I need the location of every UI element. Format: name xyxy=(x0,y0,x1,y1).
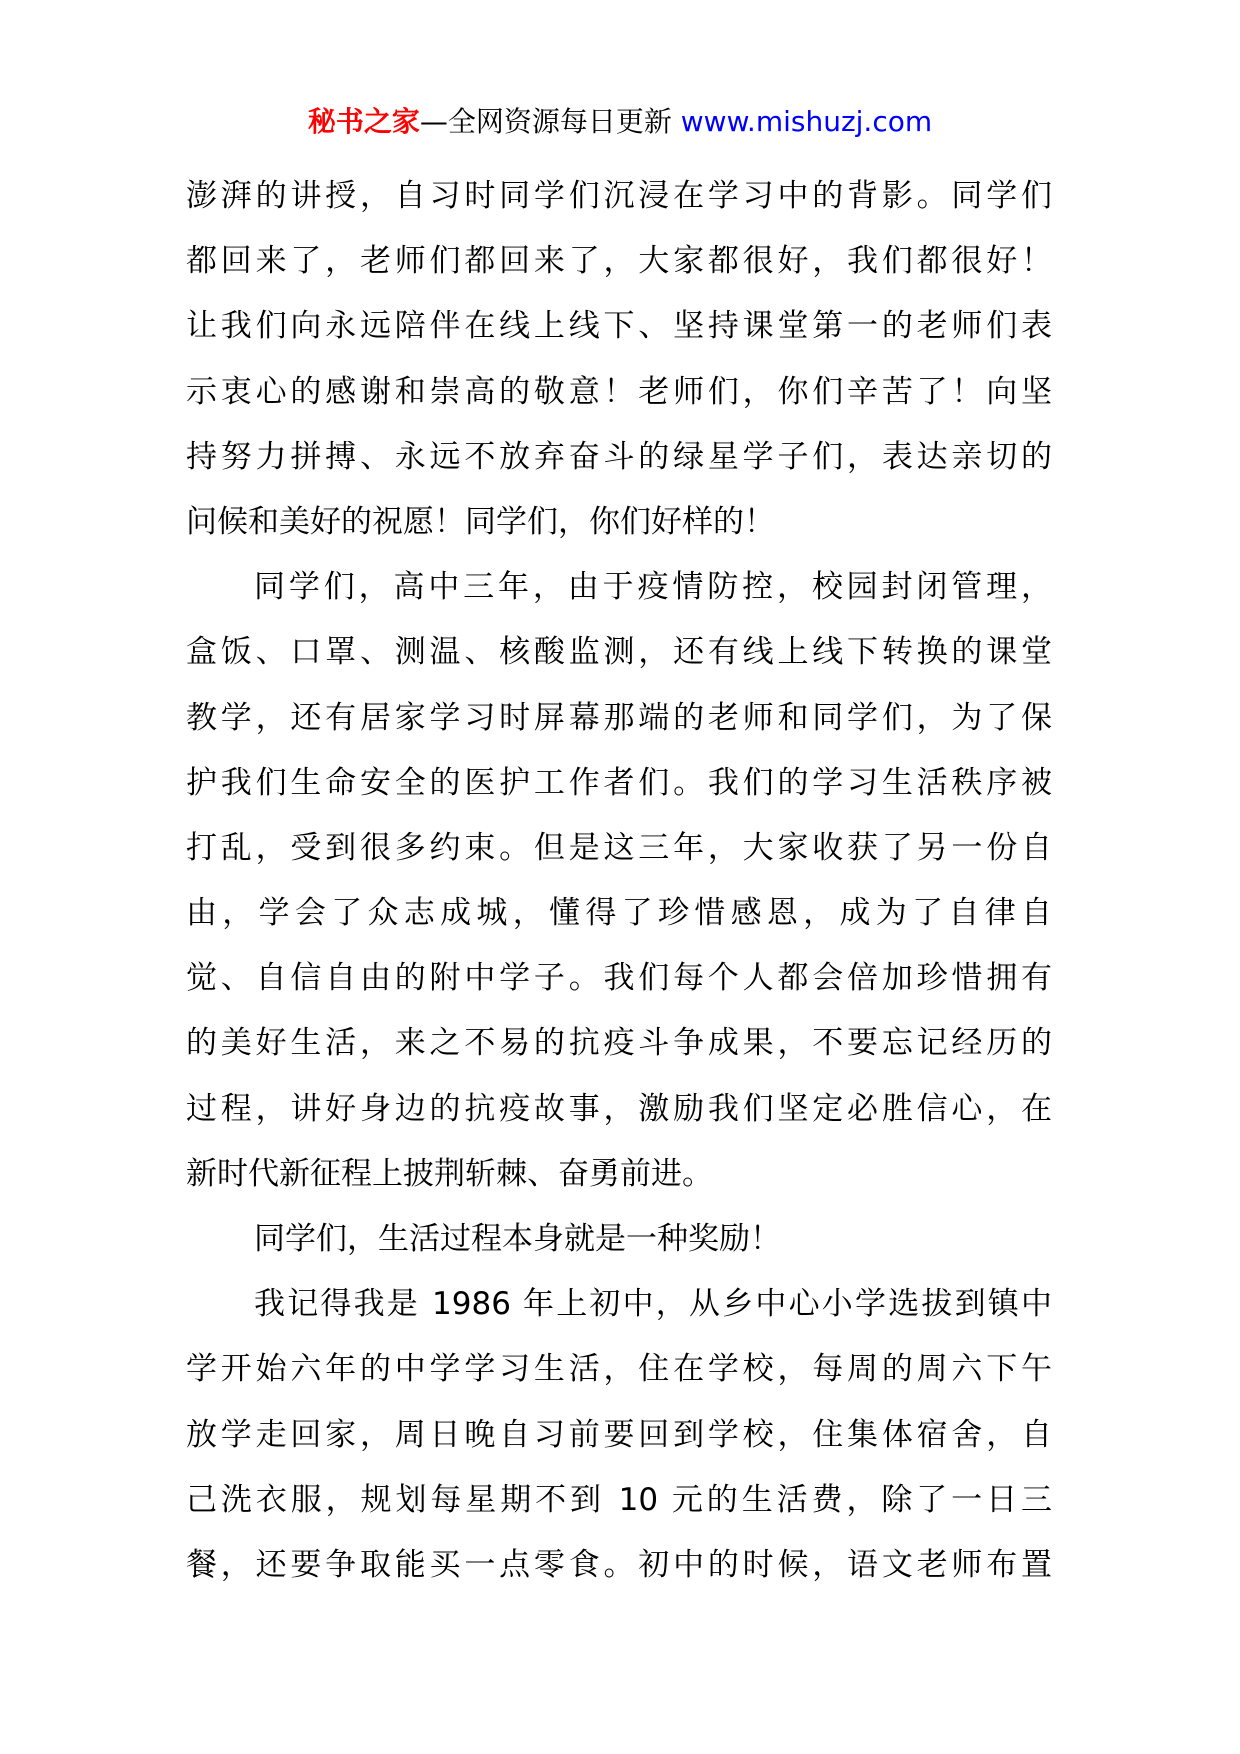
text-line: 都回来了，老师们都回来了，大家都很好，我们都很好！ xyxy=(186,243,1052,280)
text-line: 让我们向永远陪伴在线上线下、坚持课堂第一的老师们表 xyxy=(186,308,1052,345)
text-line: 问候和美好的祝愿！同学们，你们好样的！ xyxy=(186,503,775,540)
text-line: 学开始六年的中学学习生活，住在学校，每周的周六下午 xyxy=(186,1351,1052,1388)
text-line: 护我们生命安全的医护工作者们。我们的学习生活秩序被 xyxy=(186,764,1052,801)
site-brand: 秘书之家 xyxy=(307,105,420,138)
text-line: 餐，还要争取能买一点零食。初中的时候，语文老师布置 xyxy=(186,1546,1052,1583)
text-line: 的美好生活，来之不易的抗疫斗争成果，不要忘记经历的 xyxy=(186,1025,1052,1062)
text-line: 盒饭、口罩、测温、核酸监测，还有线上线下转换的课堂 xyxy=(186,634,1052,671)
document-body xyxy=(186,164,1052,1598)
text-line: 由，学会了众志成城，懂得了珍惜感恩，成为了自律自 xyxy=(186,895,1052,932)
text-line: 教学，还有居家学习时屏幕那端的老师和同学们，为了保 xyxy=(186,699,1052,736)
text-line: 新时代新征程上披荆斩棘、奋勇前进。 xyxy=(186,1155,713,1192)
text-line: 觉、自信自由的附中学子。我们每个人都会倍加珍惜拥有 xyxy=(186,960,1052,997)
text-line: 己洗衣服，规划每星期不到 10 元的生活费，除了一日三 xyxy=(186,1481,1052,1518)
text-line: 过程，讲好身边的抗疫故事，激励我们坚定必胜信心，在 xyxy=(186,1090,1052,1127)
paragraph-start-line: 同学们，高中三年，由于疫情防控，校园封闭管理， xyxy=(254,569,1052,606)
text-line: 澎湃的讲授，自习时同学们沉浸在学习中的背影。同学们 xyxy=(186,178,1052,214)
site-tagline: —全网资源每日更新 xyxy=(419,105,681,138)
text-line: 放学走回家，周日晚自习前要回到学校，住集体宿舍，自 xyxy=(186,1416,1052,1453)
paragraph-start-line: 我记得我是 1986 年上初中，从乡中心小学选拔到镇中 xyxy=(254,1286,1052,1323)
text-line: 持努力拼搏、永远不放弃奋斗的绿星学子们，表达亲切的 xyxy=(186,438,1052,475)
page-header xyxy=(0,102,1240,142)
site-url-link[interactable]: www.mishuzj.com xyxy=(680,105,933,138)
text-line: 打乱，受到很多约束。但是这三年，大家收获了另一份自 xyxy=(186,829,1052,866)
paragraph-start-line: 同学们，生活过程本身就是一种奖励！ xyxy=(254,1221,781,1257)
text-line: 示衷心的感谢和崇高的敬意！老师们，你们辛苦了！向坚 xyxy=(186,373,1052,410)
